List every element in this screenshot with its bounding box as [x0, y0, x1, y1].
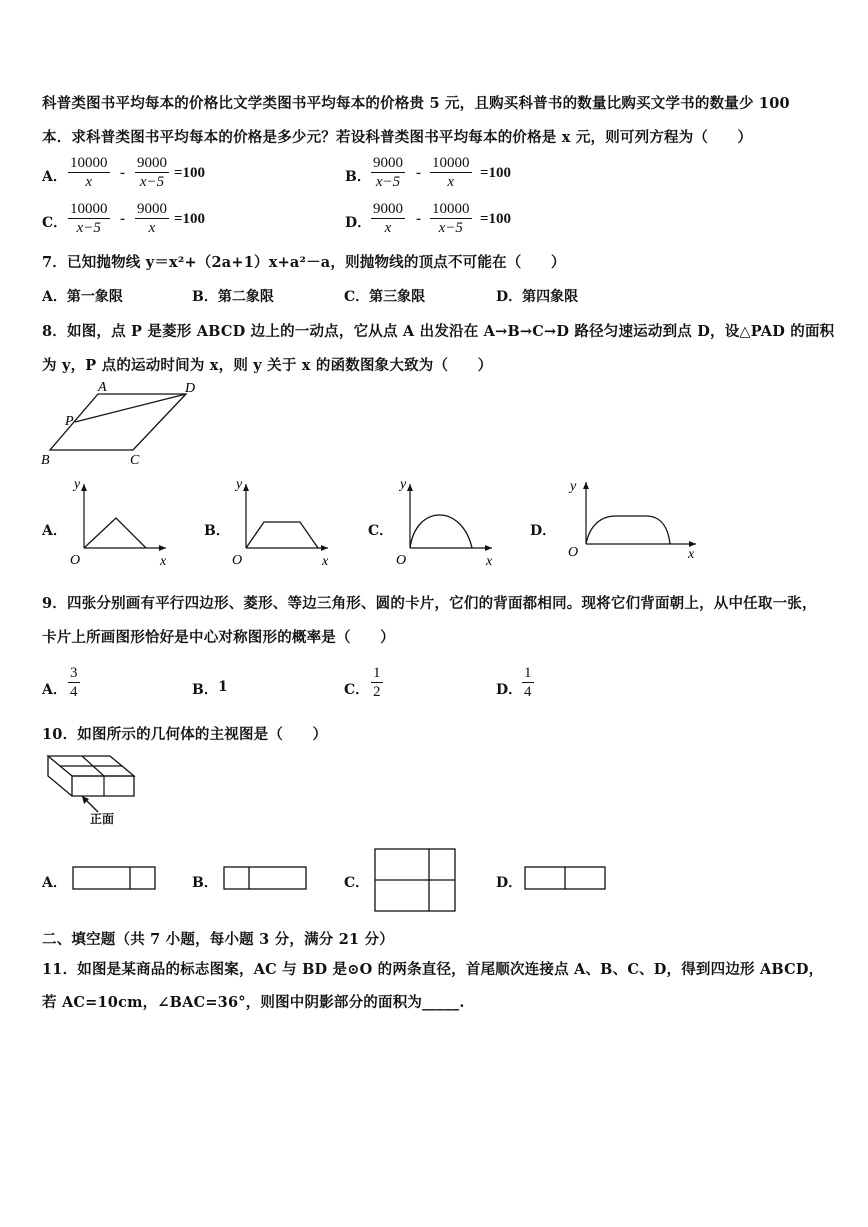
q9-option-b-letter: B． — [192, 682, 218, 698]
q9-option-b-value: 1 — [218, 679, 228, 695]
q9-line1: 9．四张分别画有平行四边形、菱形、等边三角形、圆的卡片，它们的背面都相同。现将它们背面朝上，从中任取一张， — [42, 595, 817, 612]
y-label: y — [74, 477, 81, 492]
q9-option-d-fraction: 1 4 — [524, 665, 532, 700]
rhs: =100 — [480, 211, 512, 227]
fraction: 10000 x−5 — [432, 201, 470, 236]
x-label: x — [688, 547, 695, 562]
q9-line2: 卡片上所画图形恰好是中心对称图形的概率是（ ） — [42, 629, 395, 646]
q8-option-d-label: D． — [530, 523, 557, 539]
fraction: 10000 x−5 — [70, 201, 108, 236]
q6-line2: 本．求科普类图书平均每本的价格是多少元？若设科普类图书平均每本的价格是 x 元，则可列方程为（ ） — [42, 129, 753, 146]
rhs: =100 — [174, 211, 206, 227]
front-label: 正面 — [90, 812, 115, 826]
fraction: 10000 x — [70, 155, 108, 190]
q10-view-d — [524, 866, 610, 892]
q7-option-d: D．第四象限 — [496, 289, 579, 305]
q8-option-b-label: B． — [204, 523, 230, 539]
x-label: x — [486, 554, 493, 569]
q11-line2: 若 AC=10cm，∠BAC=36°，则图中阴影部分的面积为_____. — [42, 994, 465, 1011]
q8-option-a-label: A． — [42, 523, 67, 539]
q8-graph-d — [566, 476, 706, 566]
q7-option-b: B．第二象限 — [192, 289, 274, 305]
q7-text: 7．已知抛物线 y＝x²+（2a+1）x+a²－a，则抛物线的顶点不可能在（ ） — [42, 254, 566, 271]
q9-option-d-letter: D． — [496, 682, 523, 698]
fraction: 9000 x — [137, 201, 167, 236]
section-2-heading: 二、填空题（共 7 小题，每小题 3 分，满分 21 分） — [42, 931, 394, 948]
origin-label: O — [396, 553, 407, 568]
q8-line1: 8．如图，点 P 是菱形 ABCD 边上的一动点，它从点 A 出发沿在 A→B→C→D 路径匀速运动到点 D，设△PAD 的面积 — [42, 323, 835, 340]
label-c: C — [130, 453, 140, 468]
q10-option-a-label: A． — [42, 875, 67, 891]
q6-line1: 科普类图书平均每本的价格比文学类图书平均每本的价格贵 5 元，且购买科普书的数量比购买文学书的数量少 100 — [42, 95, 790, 112]
q9-option-c-fraction: 1 2 — [373, 665, 381, 700]
label-a: A — [98, 380, 107, 395]
x-label: x — [322, 554, 329, 569]
q7-option-a: A．第一象限 — [42, 289, 123, 305]
option-letter: D． — [345, 215, 372, 231]
origin-label: O — [232, 553, 243, 568]
q9-option-a-letter: A． — [42, 682, 67, 698]
q10-view-b — [223, 866, 309, 892]
q10-view-c — [374, 848, 460, 914]
fraction: 9000 x — [373, 201, 403, 236]
q10-view-a — [72, 866, 158, 892]
rhs: =100 — [174, 165, 206, 181]
option-letter: C． — [42, 215, 68, 231]
q8-graph-c — [392, 476, 502, 571]
label-b: B — [41, 453, 50, 468]
q10-text: 10．如图所示的几何体的主视图是（ ） — [42, 726, 328, 743]
q8-option-c-label: C． — [368, 523, 394, 539]
label-p: P — [65, 414, 74, 429]
q8-graph-a — [66, 476, 176, 571]
operator: - — [416, 211, 421, 227]
q10-option-c-label: C． — [344, 875, 370, 891]
fraction: 9000 x−5 — [373, 155, 403, 190]
origin-label: O — [568, 545, 579, 560]
q11-line1: 11．如图是某商品的标志图案，AC 与 BD 是⊙O 的两条直径，首尾顺次连接点 A、B、C、D，得到四边形 ABCD， — [42, 961, 824, 978]
y-label: y — [400, 477, 407, 492]
operator: - — [120, 211, 125, 227]
rhs: =100 — [480, 165, 512, 181]
label-d: D — [185, 381, 196, 396]
q7-option-c: C．第三象限 — [344, 289, 426, 305]
fraction: 10000 x — [432, 155, 470, 190]
fraction: 9000 x−5 — [137, 155, 167, 190]
origin-label: O — [70, 553, 81, 568]
y-label: y — [570, 479, 577, 494]
option-letter: A． — [42, 169, 67, 185]
q8-line2: 为 y，P 点的运动时间为 x，则 y 关于 x 的函数图象大致为（ ） — [42, 357, 493, 374]
q9-option-c-letter: C． — [344, 682, 370, 698]
y-label: y — [236, 477, 243, 492]
q10-option-d-label: D． — [496, 875, 523, 891]
q9-option-a-fraction: 3 4 — [70, 665, 78, 700]
operator: - — [120, 165, 125, 181]
option-letter: B． — [345, 169, 371, 185]
q10-option-b-label: B． — [192, 875, 218, 891]
operator: - — [416, 165, 421, 181]
x-label: x — [160, 554, 167, 569]
q8-graph-b — [228, 476, 338, 571]
rhombus-figure — [38, 380, 198, 468]
